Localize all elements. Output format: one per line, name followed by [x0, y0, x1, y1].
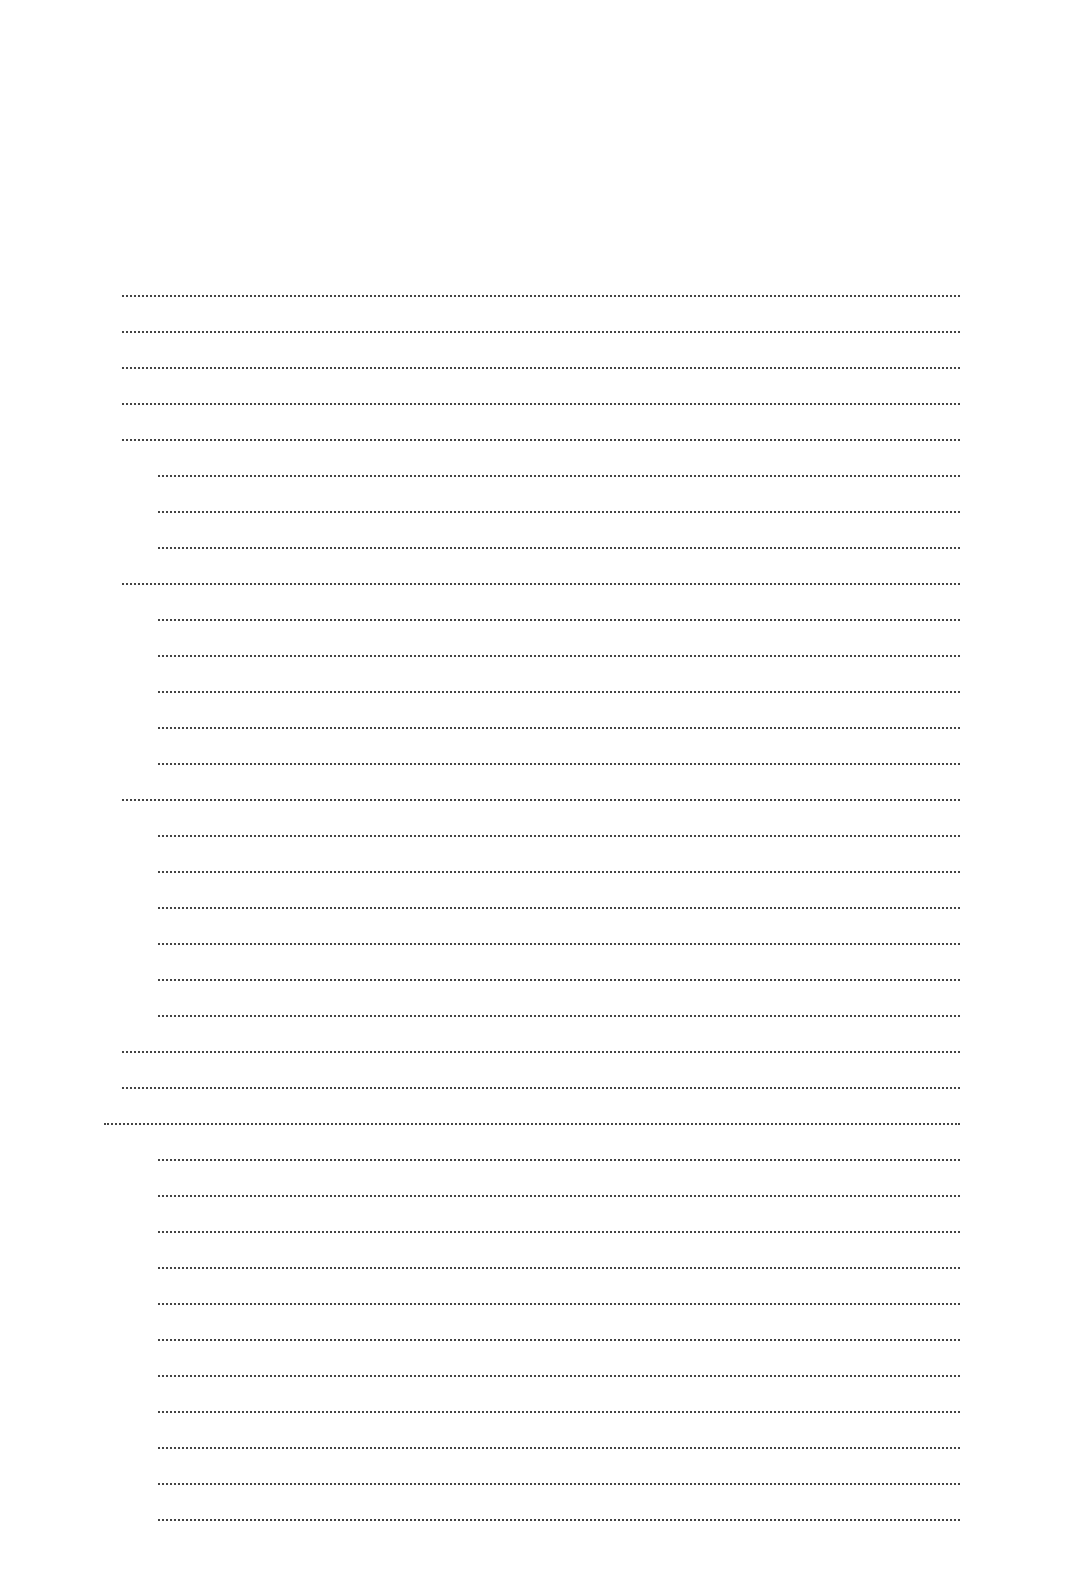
dot-leader: [158, 763, 960, 765]
dot-leader: [158, 1303, 960, 1305]
dot-leader: [158, 1519, 960, 1521]
dot-leader: [122, 331, 960, 333]
dot-leader: [158, 619, 960, 621]
dot-leader: [158, 1375, 960, 1377]
toc-entry[interactable]: [78, 1524, 986, 1560]
dot-leader: [158, 475, 960, 477]
dot-leader: [158, 1339, 960, 1341]
dot-leader: [158, 691, 960, 693]
dot-leader: [158, 1447, 960, 1449]
dot-leader: [122, 799, 960, 801]
dot-leader: [122, 295, 960, 297]
dot-leader: [104, 1123, 960, 1125]
dot-leader: [158, 835, 960, 837]
dot-leader: [122, 1051, 960, 1053]
dot-leader: [122, 1087, 960, 1089]
dot-leader: [122, 403, 960, 405]
dot-leader: [158, 871, 960, 873]
dot-leader: [158, 1195, 960, 1197]
dot-leader: [158, 1231, 960, 1233]
toc-list: [78, 300, 986, 1560]
dot-leader: [122, 367, 960, 369]
dot-leader: [158, 1159, 960, 1161]
dot-leader: [158, 1015, 960, 1017]
dot-leader: [122, 439, 960, 441]
dot-leader: [158, 547, 960, 549]
dot-leader: [158, 1267, 960, 1269]
dot-leader: [158, 655, 960, 657]
dot-leader: [158, 907, 960, 909]
dot-leader: [158, 727, 960, 729]
dot-leader: [158, 1411, 960, 1413]
dot-leader: [158, 979, 960, 981]
dot-leader: [158, 1483, 960, 1485]
dot-leader: [122, 583, 960, 585]
dot-leader: [158, 943, 960, 945]
dot-leader: [158, 511, 960, 513]
